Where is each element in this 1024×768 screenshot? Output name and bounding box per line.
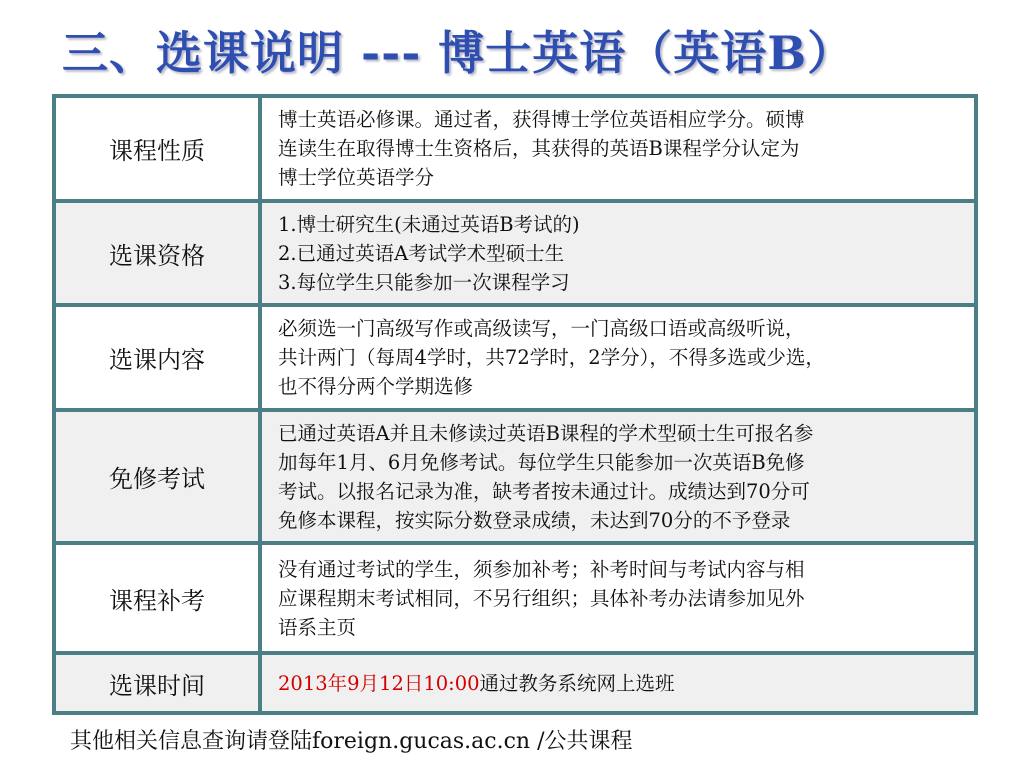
content-line: 应课程期末考试相同，不另行组织；具体补考办法请参加见外: [278, 586, 805, 610]
row-label-course-nature: 课程性质: [54, 96, 260, 201]
row-content-selection-time: [260, 653, 976, 713]
row-label-course-content: 选课内容: [54, 305, 260, 410]
content-line: 加每年1月、6月免修考试。每位学生只能参加一次英语B免修: [278, 450, 805, 474]
table-row: [54, 96, 976, 201]
content-line: 语系主页: [278, 615, 357, 639]
content-line: 免修本课程，按实际分数登录成绩，未达到70分的不予登录: [278, 508, 791, 532]
content-line: 没有通过考试的学生，须参加补考；补考时间与考试内容与相: [278, 557, 805, 581]
table-row: [54, 543, 976, 653]
table-row: [54, 653, 976, 713]
page-title: 三、选课说明 --- 博士英语（英语B）: [62, 26, 855, 80]
footer-note: 其他相关信息查询请登陆foreign.gucas.ac.cn /公共课程: [70, 729, 633, 754]
content-line: 考试。以报名记录为准，缺考者按未通过计。成绩达到70分可: [278, 479, 810, 503]
table-row: [54, 410, 976, 543]
table-row: [54, 201, 976, 305]
content-line: 1.博士研究生(未通过英语B考试的): [278, 212, 580, 236]
row-label-exemption-exam: 免修考试: [54, 410, 260, 543]
row-content-eligibility: [260, 201, 976, 305]
selection-time-highlight: 2013年9月12日10:00: [278, 671, 480, 695]
table-row: [54, 305, 976, 410]
row-content-exemption-exam: [260, 410, 976, 543]
row-content-course-content: [260, 305, 976, 410]
content-line: 已通过英语A并且未修读过英语B课程的学术型硕士生可报名参: [278, 421, 814, 445]
row-label-makeup-exam: 课程补考: [54, 543, 260, 653]
row-label-selection-time: 选课时间: [54, 653, 260, 713]
content-line: 共计两门（每周4学时，共72学时，2学分），不得多选或少选，: [278, 346, 825, 369]
content-line: 3.每位学生只能参加一次课程学习: [278, 270, 570, 294]
selection-time-rest: 通过教务系统网上选班: [479, 671, 675, 695]
content-line: 2.已通过英语A考试学术型硕士生: [278, 241, 565, 265]
row-content-makeup-exam: [260, 543, 976, 653]
content-line: 博士英语必修课。通过者，获得博士学位英语相应学分。硕博: [278, 108, 805, 131]
content-line: 连读生在取得博士生资格后，其获得的英语B课程学分认定为: [278, 137, 800, 160]
row-label-eligibility: 选课资格: [54, 201, 260, 305]
content-line: 也不得分两个学期选修: [278, 375, 474, 398]
content-line: 博士学位英语学分: [278, 166, 435, 189]
content-line: 必须选一门高级写作或高级读写，一门高级口语或高级听说，: [278, 317, 805, 340]
course-info-table: [52, 94, 978, 715]
row-content-course-nature: [260, 96, 976, 201]
